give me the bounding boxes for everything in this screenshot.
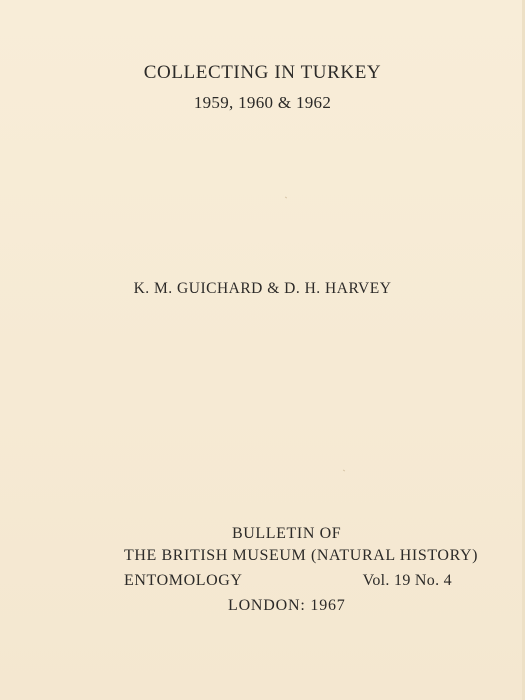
paper-speck	[343, 470, 345, 472]
collecting-years: 1959, 1960 & 1962	[193, 93, 332, 112]
publication-imprint: LONDON: 1967	[228, 597, 346, 614]
paper-speck	[285, 197, 287, 199]
volume-number: Vol. 19 No. 4	[362, 572, 452, 589]
series-subject: ENTOMOLOGY	[124, 572, 243, 589]
museum-name: THE BRITISH MUSEUM (NATURAL HISTORY)	[124, 547, 479, 564]
authors: K. M. GUICHARD & D. H. HARVEY	[133, 280, 392, 297]
document-title: COLLECTING IN TURKEY	[143, 62, 382, 83]
bulletin-of-line: BULLETIN OF	[232, 525, 342, 542]
